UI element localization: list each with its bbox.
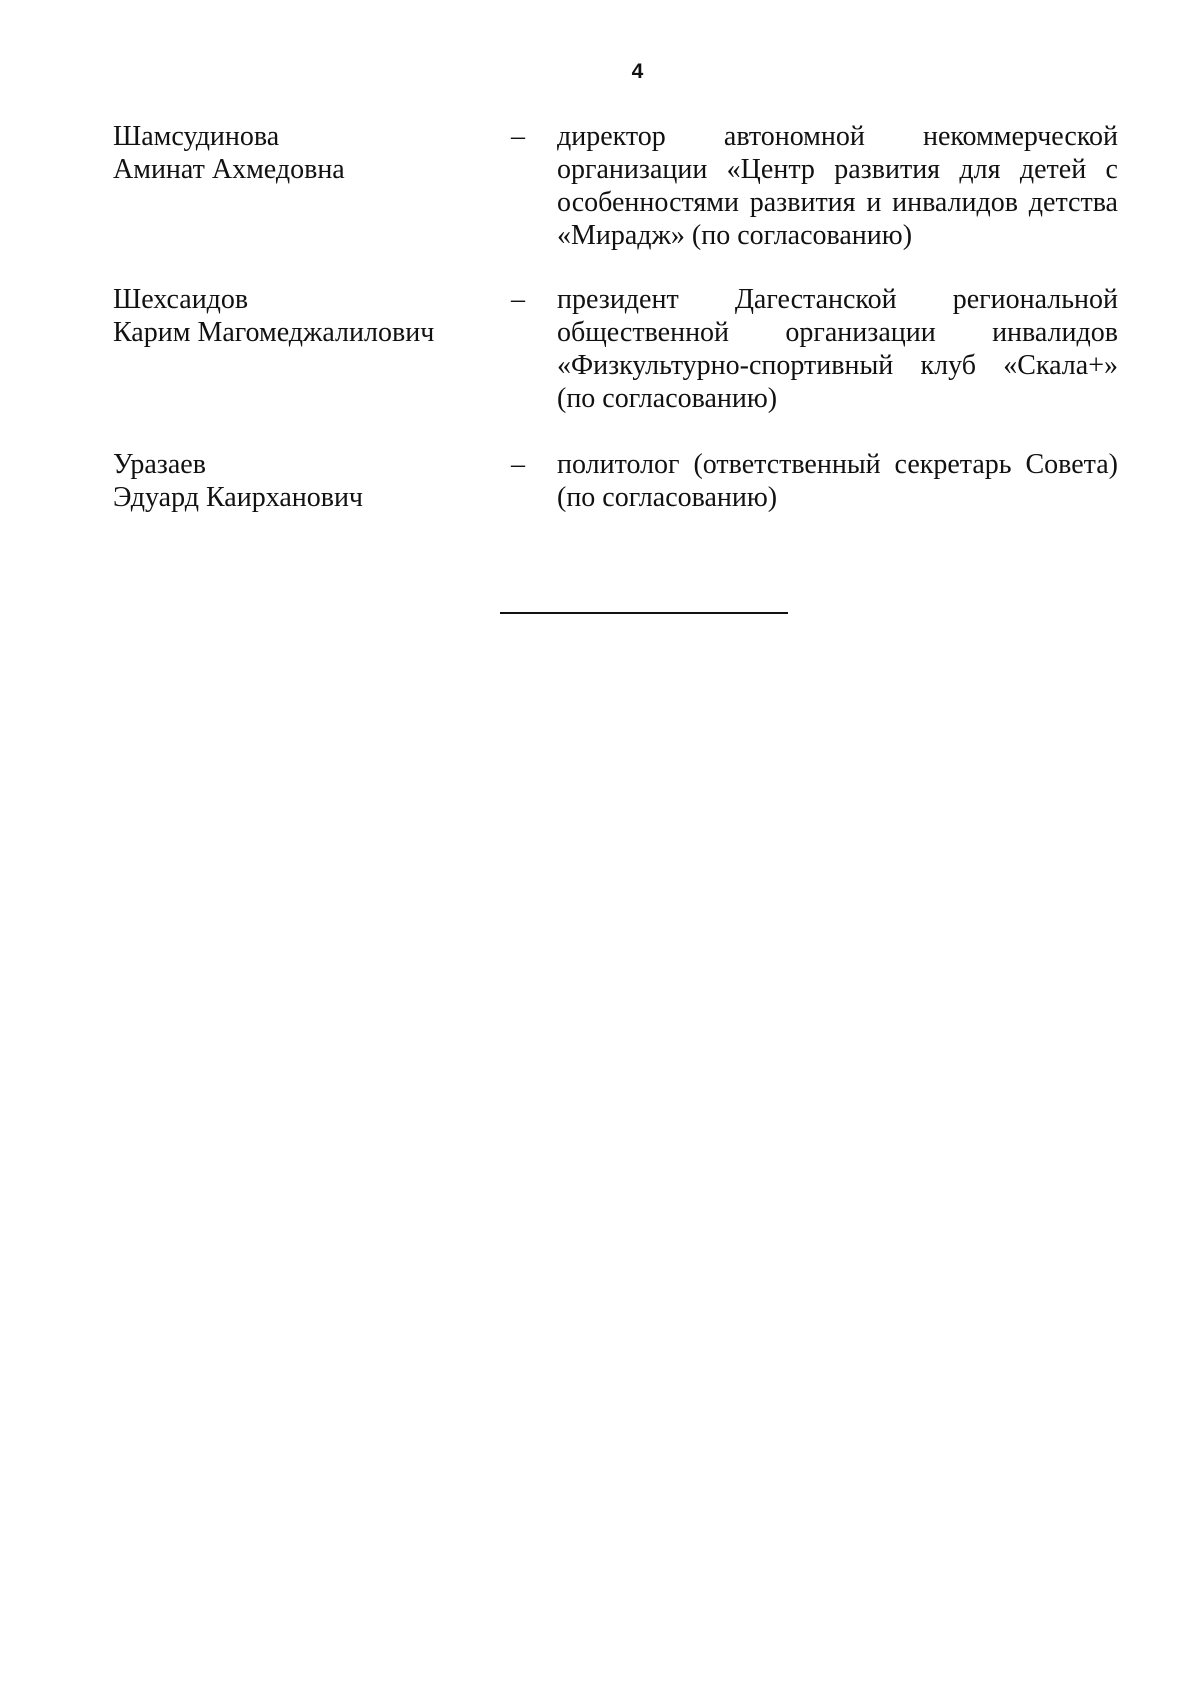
role-line: политолог (ответственный секретарь Совета) <box>557 449 1118 480</box>
dash-separator: – <box>511 121 525 152</box>
dash-separator: – <box>511 449 525 480</box>
member-surname: Шамсудинова <box>113 121 280 152</box>
page-number: 4 <box>631 60 644 83</box>
member-name <box>113 283 513 349</box>
role-line: особенностями развития и инвалидов детства <box>557 187 1118 218</box>
member-name <box>113 448 513 514</box>
member-role <box>557 283 1118 415</box>
member-surname: Уразаев <box>113 449 206 480</box>
role-line: директор автономной некоммерческой <box>557 121 1118 152</box>
member-role <box>557 120 1118 252</box>
role-line: «Мирадж» (по согласованию) <box>557 220 913 251</box>
role-line: организации «Центр развития для детей с <box>557 154 1118 185</box>
end-of-list-rule <box>500 612 788 614</box>
member-given-names: Эдуард Каирханович <box>113 482 364 513</box>
member-name <box>113 120 513 186</box>
role-line: президент Дагестанской региональной <box>557 284 1118 315</box>
role-line: (по согласованию) <box>557 482 778 513</box>
role-line: «Физкультурно-спортивный клуб «Скала+» <box>557 350 1118 381</box>
role-line: общественной организации инвалидов <box>557 317 1118 348</box>
role-line: (по согласованию) <box>557 383 778 414</box>
member-given-names: Карим Магомеджалилович <box>113 317 435 348</box>
dash-separator: – <box>511 284 525 315</box>
member-surname: Шехсаидов <box>113 284 249 315</box>
member-role <box>557 448 1118 514</box>
member-given-names: Аминат Ахмедовна <box>113 154 345 185</box>
